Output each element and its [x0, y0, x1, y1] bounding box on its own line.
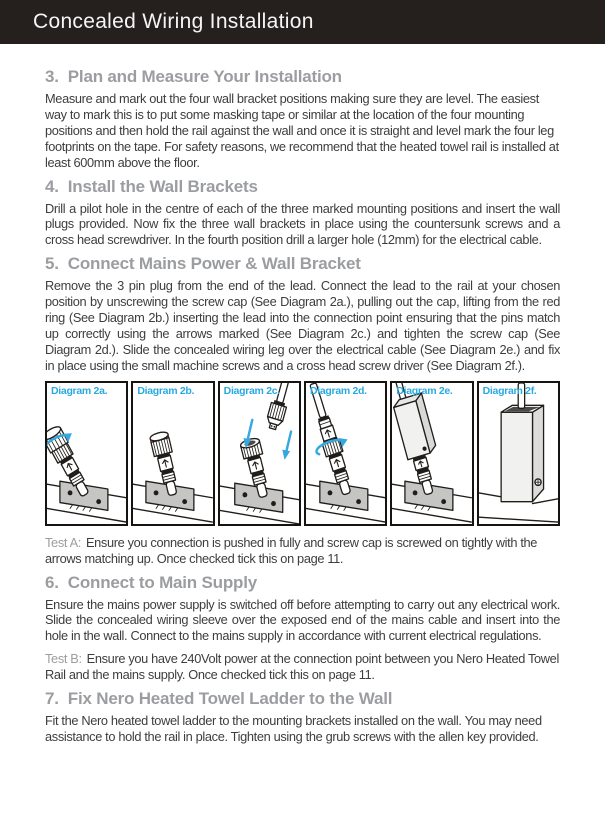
header-bar	[0, 0, 605, 44]
test-a-text: Ensure you connection is pushed in fully and screw cap is screwed on tightly with the arrows matching up. Once checked tick this on page 11.	[45, 534, 538, 566]
diagram-2e-label: Diagram 2e.	[396, 384, 453, 397]
diagram-2c-illustration	[220, 383, 299, 524]
diagram-2d-illustration	[306, 383, 385, 524]
section-3-heading	[45, 68, 560, 86]
section-7-title: Fix Nero Heated Towel Ladder to the Wall	[67, 689, 393, 709]
diagram-2b-label: Diagram 2b.	[137, 384, 195, 397]
section-3-number: 3.	[45, 67, 59, 86]
section-7-heading	[45, 690, 560, 708]
section-3-title: Plan and Measure Your Installation	[67, 67, 342, 86]
test-a-label: Test A:	[45, 534, 81, 550]
test-b-label: Test B:	[45, 651, 82, 667]
section-4-body: Drill a pilot hole in the centre of each of the three marked mounting positions and insert the wall plugs provided. Now fix the three wall brackets in place using the countersunk screws and a cross head screwdriver. In the fourth position drill a larger hole (12mm) for the electrical cable.	[45, 200, 560, 248]
section-5-body: Remove the 3 pin plug from the end of the lead. Connect the lead to the rail at your chosen position by unscrewing the screw cap (See Diagram 2a.), pulling out the cap, lifting from the red ring (See Diagram 2b.) inserting the lead into the connection point ensuring that the pins match up correctly using the arrows marked (See Diagram 2c.) and tighten the screw cap (See Diagram 2d.). Slide the concealed wiring leg over the electrical cable (See Diagram 2e.) and fix in place using the small machine screws and a cross head screw driver (See Diagram 2f.).	[45, 278, 560, 373]
diagram-strip	[45, 381, 560, 526]
diagram-panel-2e	[390, 381, 473, 526]
diagram-2a-illustration	[47, 383, 126, 524]
diagram-panel-2f	[477, 381, 560, 526]
diagram-panel-2b	[131, 381, 214, 526]
section-4-number: 4.	[45, 176, 59, 196]
diagram-2b-illustration	[133, 383, 212, 524]
diagram-panel-2a	[45, 381, 128, 526]
page-content	[0, 44, 605, 745]
section-7-number: 7.	[45, 689, 59, 709]
section-6-heading	[45, 574, 560, 592]
section-5-heading	[45, 255, 560, 273]
section-7-body: Fit the Nero heated towel ladder to the mounting brackets installed on the wall. You may need assistance to hold the rail in place. Tighten using the grub screws with the allen key provided.	[45, 713, 542, 744]
section-4-title: Install the Wall Brackets	[67, 176, 258, 196]
diagram-2f-illustration	[479, 383, 558, 524]
test-b-text: Ensure you have 240Volt power at the connection point between you Nero Heated Towel Rail and the mains supply. Once checked tick this on page 11.	[45, 651, 559, 683]
section-6-title: Connect to Main Supply	[67, 572, 257, 592]
section-3-body: Measure and mark out the four wall bracket positions making sure they are level. The easiest way to mark this is to put some masking tape or similar at the location of the four mounting positions and then hold the rail against the wall and once it is straight and level mark the four leg footprints on the tape. For safety reasons, we recommend that the heated towel rail is installed at least 600mm above the floor.	[45, 91, 559, 170]
test-a-note	[45, 535, 560, 567]
section-6-body: Ensure the mains power supply is switched off before attempting to carry out any electrical work. Slide the concealed wiring sleeve over the exposed end of the mains cable and insert into the hole in the wall. Connect to the mains supply in accordance with current electrical regulations.	[45, 596, 560, 644]
section-4-heading	[45, 178, 560, 196]
section-6-number: 6.	[45, 572, 59, 592]
diagram-2a-label: Diagram 2a.	[51, 384, 108, 397]
section-5-title: Connect Mains Power & Wall Bracket	[67, 254, 361, 274]
page-title: Concealed Wiring Installation	[33, 10, 314, 33]
diagram-2d-label: Diagram 2d.	[309, 384, 367, 397]
diagram-2e-illustration	[392, 383, 471, 524]
diagram-2c-label: Diagram 2c.	[223, 384, 280, 397]
diagram-2f-label: Diagram 2f.	[482, 384, 537, 397]
section-5-number: 5.	[45, 254, 59, 274]
diagram-panel-2c	[218, 381, 301, 526]
test-b-note	[45, 651, 560, 683]
diagram-panel-2d	[304, 381, 387, 526]
